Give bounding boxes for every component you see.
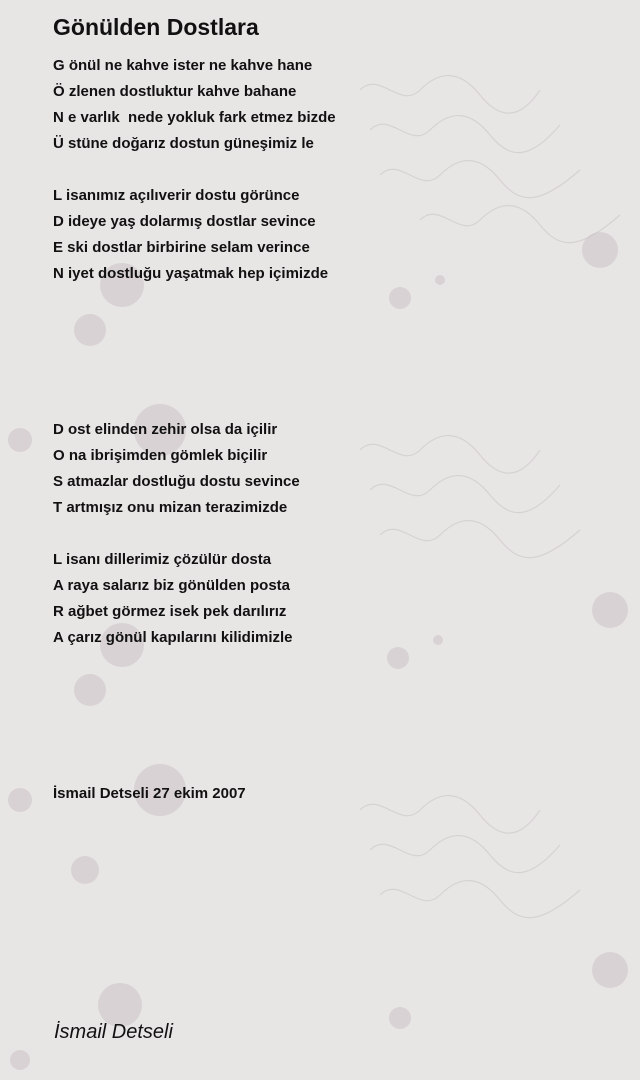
poem-line: D ideye yaş dolarmış dostlar sevince — [53, 213, 316, 230]
poem-line: L isanı dillerimiz çözülür dosta — [53, 551, 272, 568]
poem-line: R ağbet görmez isek pek darılırız — [53, 603, 287, 620]
poem-line: A çarız gönül kapılarını kilidimizle — [53, 629, 293, 646]
stanza — [53, 183, 613, 287]
poem-line: N iyet dostluğu yaşatmak hep içimizde — [53, 265, 329, 282]
poem-line: O na ibrişimden gömlek biçilir — [53, 447, 268, 464]
poem-line: L isanımız açılıverir dostu görünce — [53, 187, 300, 204]
stanza — [53, 53, 613, 157]
poem-line: D ost elinden zehir olsa da içilir — [53, 421, 278, 438]
poem-line: Ü stüne doğarız dostun güneşimiz le — [53, 135, 314, 152]
poem-body — [53, 53, 613, 807]
stanza-gap — [53, 651, 613, 781]
poem-line: N e varlık nede yokluk fark etmez bizde — [53, 109, 336, 126]
stanza-gap — [53, 521, 613, 547]
poem-line: G önül ne kahve ister ne kahve hane — [53, 57, 313, 74]
stanza — [53, 547, 613, 651]
stanza-gap — [53, 157, 613, 183]
stanza-gap — [53, 287, 613, 417]
poem-line: Ö zlenen dostluktur kahve bahane — [53, 83, 297, 100]
poem-line: E ski dostlar birbirine selam verince — [53, 239, 310, 256]
poem-line: A raya salarız biz gönülden posta — [53, 577, 290, 594]
poem-title: Gönülden Dostlara — [53, 14, 259, 40]
stanza — [53, 417, 613, 521]
signature-date-line: İsmail Detseli 27 ekim 2007 — [53, 785, 246, 802]
poem-line: S atmazlar dostluğu dostu sevince — [53, 473, 300, 490]
poem-line: T artmışız onu mizan terazimizde — [53, 499, 288, 516]
author-signature: İsmail Detseli — [54, 1021, 173, 1043]
